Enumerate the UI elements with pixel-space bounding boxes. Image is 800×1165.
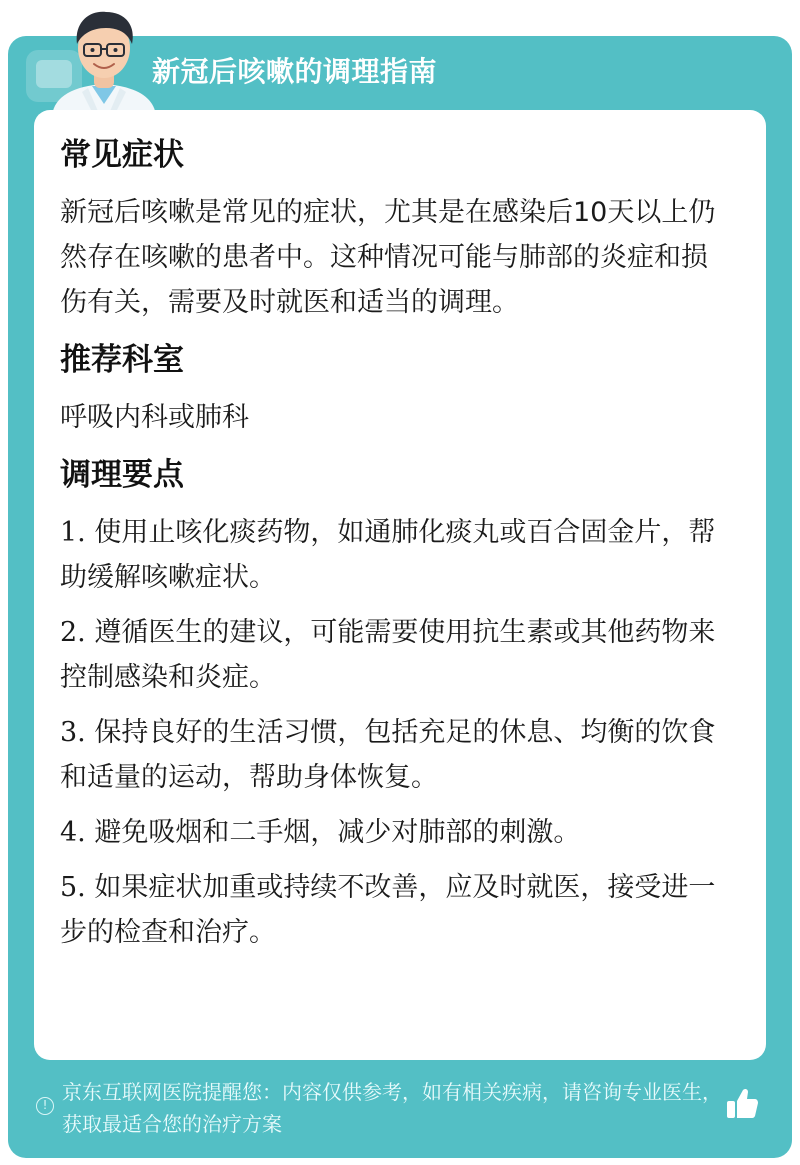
content-card: [34, 110, 766, 1060]
thumbs-up-icon[interactable]: [724, 1086, 760, 1122]
tip-number: 5.: [60, 872, 86, 903]
tip-number: 3.: [60, 717, 86, 748]
tip-text: 避免吸烟和二手烟，减少对肺部的刺激。: [94, 817, 581, 848]
tip-number: 1.: [60, 517, 86, 548]
tip-item: [60, 510, 730, 600]
symptoms-text: 新冠后咳嗽是常见的症状，尤其是在感染后10天以上仍然存在咳嗽的患者中。这种情况可能与肺部的炎症和损伤有关，需要及时就医和适当的调理。: [60, 197, 716, 318]
tip-text: 使用止咳化痰药物，如通肺化痰丸或百合固金片，帮助缓解咳嗽症状。: [60, 517, 716, 593]
tip-number: 4.: [60, 817, 86, 848]
tip-item: [60, 710, 730, 800]
doctor-avatar: [44, 4, 164, 116]
section-heading-tips: 调理要点: [60, 457, 184, 493]
tip-text: 如果症状加重或持续不改善，应及时就医，接受进一步的检查和治疗。: [60, 872, 716, 948]
footer-disclaimer: 京东互联网医院提醒您：内容仅供参考，如有相关疾病，请咨询专业医生，获取最适合您的治疗方案: [62, 1080, 722, 1136]
tip-item: [60, 865, 730, 955]
tip-item: [60, 610, 730, 700]
tip-item: [60, 810, 730, 855]
content-body: [60, 134, 730, 965]
page-title: 新冠后咳嗽的调理指南: [152, 55, 438, 88]
tip-number: 2.: [60, 617, 86, 648]
tip-text: 遵循医生的建议，可能需要使用抗生素或其他药物来控制感染和炎症。: [60, 617, 716, 693]
department-text: 呼吸内科或肺科: [60, 402, 249, 433]
tip-text: 保持良好的生活习惯，包括充足的休息、均衡的饮食和适量的运动，帮助身体恢复。: [60, 717, 716, 793]
section-heading-department: 推荐科室: [60, 342, 184, 378]
section-heading-symptoms: 常见症状: [60, 137, 184, 173]
info-icon: !: [36, 1097, 54, 1115]
